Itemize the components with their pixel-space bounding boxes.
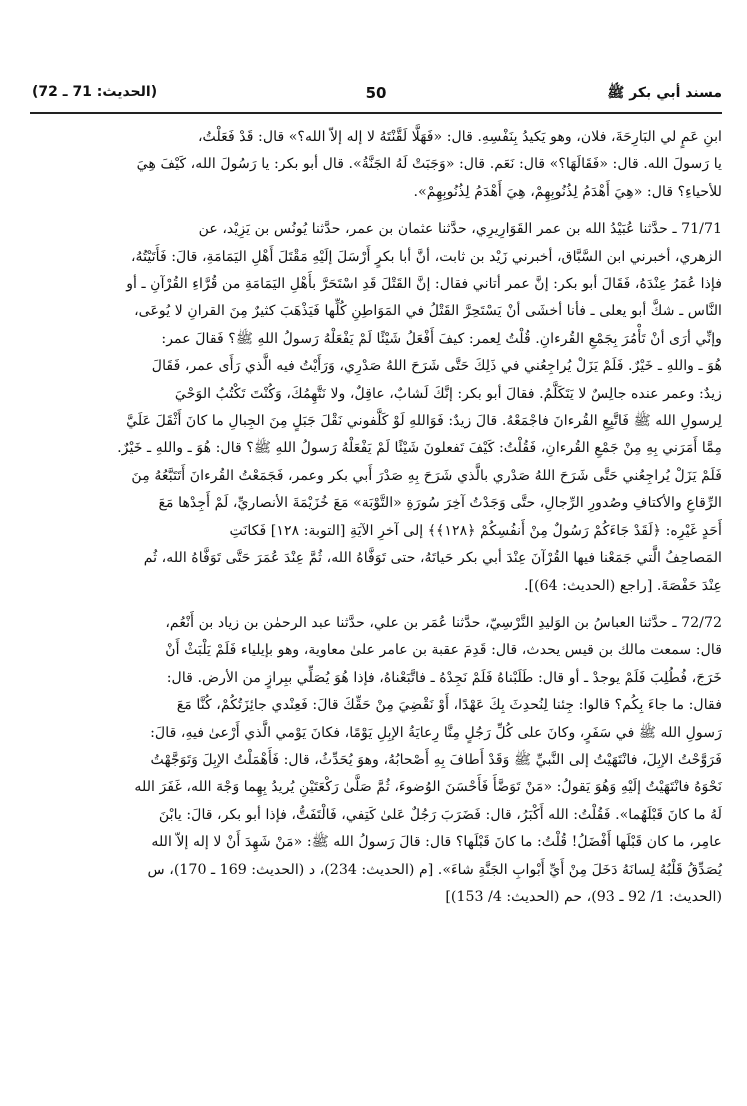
- text-line: نَحْوَهُ فانْتَهَيْتُ إلَيْهِ وَهُوَ يَقولُ: «مَنْ تَوَضَّأَ فَأَحْسَنَ الوُضوءَ، ثُمَّ صَلَّىٰ رَكْعَتَيْنِ يُريدُ بِهِما وَجْهَ الله، غَفَرَ الله: [134, 779, 722, 796]
- text-line: وإنِّي أرَى أنْ تَأْمُرَ بِجَمْعِ القُرءانِ. قُلْتُ لِعمر: كيفَ أَفْعَلُ شَيْئًا لَمْ يَفْعَلْهُ رَسولُ اللهِ ﷺ؟ فَقالَ عمر:: [161, 330, 722, 347]
- hadith-72: [30, 610, 722, 911]
- text-line: خَرَجَ، فُطُلِبَ فَلَمْ يوجدْ ـ أو قال: طَلَبْناهُ فَلَمْ نَجِدْهُ ـ فاتَّبَعْناهُ، فإذا هُوَ يُصَلِّي ببِرازٍ من الأرض. قال:: [166, 669, 722, 686]
- text-line: 72/72 ـ حدَّثنا العباسُ بن الوَليدِ النَّرْسِيّ، حدَّثنا عُمَر بن علي، حدَّثنا عبد الرحمٰن بن زياد بن أَنْعُم،: [165, 614, 722, 631]
- text-line: عامِر، ما كان قَبْلَها أَفْضَلُ! قُلْتُ: ما كانَ قَبْلَها؟ قال: قالَ رَسولُ الله ﷺ: «مَنْ شَهِدَ أَنْ لا إله إلاّ الله: [151, 834, 722, 851]
- text-line: مِمَّا أَمَرَني بِهِ مِنْ جَمْعِ القُرءانِ، فَقُلْتُ: كَيْفَ تَفعلونَ شَيْئًا لَمْ يَفْعَلْهُ رَسولُ اللهِ ﷺ؟ قال: هُوَ ـ واللهِ ـ خَيْرٌ.: [117, 440, 722, 457]
- text-line: فَرَوَّحْتُ الإبِلَ، فانْتَهَيْتُ إلى النَّبيِّ ﷺ وَقَدْ أَطافَ بِهِ أَصْحابُهُ، وهوَ يُحَدِّثُ، قال: فَأَهْمَلْتُ الإبِلَ وَتَوَجَّهْتُ: [150, 751, 722, 768]
- text-line: رَسولِ الله ﷺ في سَفَرٍ، وكانَ على كُلِّ رَجُلٍ مِنَّا رِعايَةُ الإبِلِ يَوْمًا، فكانَ يَوْمي الَّذي أَرْعىٰ فيهِ، قالَ:: [150, 724, 722, 741]
- text-line: (الحديث: 1/ 92 ـ 93)، حم (الحديث: 4/ 153)]: [445, 888, 722, 905]
- page-number: 50: [365, 84, 387, 102]
- text-line: الزهري، أخبرني ابن السَّبَّاق، أخبرني زَيْد بن ثابت، أنَّ أبا بكرٍ أَرْسَلَ إلَيْهِ مَقْتَلَ أَهْلِ اليَمَامَةِ، قالَ: فَأَتَيْتُهُ،: [130, 248, 722, 265]
- text-line: ابنِ عَمٍ لي البَارِحَةَ، فلان، وهو يَكيدُ بِنَفْسِهِ. قال: «فَهَلَّا لَقَّنْتَهُ لا إله إلاّ الله؟» قال: قَدْ فَعَلْتُ،: [197, 129, 722, 145]
- text-line: يا رَسولَ الله. قال: «فَقَالَهَا؟» قال: نَعَم. قال: «وَجَبَتْ لَهُ الجَنَّةُ». قال أبو بكر: يا رَسُولَ الله، كَيْفَ هِيَ: [136, 156, 722, 173]
- text-line: 71/71 ـ حدَّثنا عُبَيْدُ الله بن عمر القَوَارِيرِي، حدَّثنا عثمان بن عمر، حدَّثنا يُونُس بن يَزِيْد، عن: [198, 221, 722, 238]
- text-line: فَلَمْ يَزَلْ يُراجِعُني حَتَّى شَرَحَ اللهُ صَدْري بالَّذي شَرَحَ بِهِ صَدْرَ أَبي بكر وعمر، فَجَمَعْتُ القُرءانَ أَتَتَبَّعُهُ مِنَ: [131, 467, 722, 484]
- text-line: فإذا عُمَرُ عِنْدَهُ، فَقَالَ أبو بكر: إنَّ عمر أتاني فقال: إنَّ القَتْلَ قَدِ اسْتَحَرَّ بأَهْلِ اليَمَامَةِ من قُرَّاءِ القُرْآنِ ـ أو: [126, 276, 722, 293]
- text-line: يُصَدِّقُ قَلْبُهُ لِسانَهُ دَخَلَ مِنْ أَيِّ أَبْوابِ الجَنَّةِ شاءَ». [م (الحديث: 234)، د (الحديث: 169 ـ 170)، س: [147, 861, 722, 878]
- text-line: فقال: ما جاءَ بِكُم؟ قالوا: جِئنا لِنُحدِثَ بِكَ عَهْدًا، أَوْ نَقْضِيَ مِنْ حَقِّكَ قالَ: فَعِنْدي جائِزَتُكُمْ، كُنَّا مَعَ: [176, 697, 722, 714]
- hadith-71: [30, 216, 722, 600]
- text-line: للأحياءِ؟ قال: «هِيَ أَهْدَمُ لِذُنُوبِهِمْ، هِيَ أَهْدَمُ لِذُنُوبِهِمْ».: [413, 183, 722, 200]
- text-line: الرِّقاعِ والأكتافِ وصُدورِ الرِّجالِ، حتَّى وَجَدْتُ آخِرَ سُورَةِ «التَّوْبَة» مَعَ خُزَيْمَةَ الأنصاريِّ، لَمْ أَجِدْها مَعَ: [158, 495, 722, 512]
- text-line: لِرسولِ الله ﷺ فَاتَّبِعِ القُرءانَ فاجْمَعْهُ. قالَ زيدٌ: فَوَاللهِ لَوْ كَلَّفوني نَقْلَ جَبَلٍ مِنَ الجِبالِ ما كانَ أَثْقَلَ عَلَيَّ: [126, 413, 722, 430]
- header-rule: [30, 112, 722, 114]
- text-line: قال: سمعت مالك بن قيس يحدث، قال: قَدِمَ عقبة بن عامر علىٰ معاوية، وهو بإيلياء فَلَمْ يَلْبَثْ أَنْ: [165, 642, 722, 659]
- text-line: هُوَ ـ واللهِ ـ خَيْرٌ. فَلَمْ يَزَلْ يُراجِعُني في ذَلِكَ حَتَّى شَرَحَ اللهُ صَدْرِي، وَرَأَيْتُ فيه الَّذي رَأَى عمر، فَقَالَ: [151, 358, 722, 375]
- text-line: المَصاحِفُ الَّتي جَمَعْنا فيها القُرْآنَ عِنْدَ أبي بكر حَياتَهُ، حتى تَوَفَّاهُ الله، ثُمَّ عِنْدَ عُمَرَ حَتَّى تَوَفَّاهُ الله، ثُم: [143, 550, 722, 567]
- text-line: عِنْدَ حَفْصَةَ. [راجع (الحديث: 64)].: [524, 577, 722, 594]
- book-title: مسند أبي بكر ﷺ: [607, 85, 722, 101]
- text-line: النَّاس ـ شكَّ أبو يعلى ـ فأنا أخشَى أنْ يَسْتَحِرَّ القَتْلُ في المَوَاطِنِ كُلِّها فَيَذْهَبَ كثيرٌ مِنَ القرانِ لا يُوعَى،: [134, 303, 722, 320]
- text-line: لَهُ ما كانَ قَبْلَهُما». فَقُلْتُ: الله أَكْبَرُ، قال: فَضَرَبَ رَجُلٌ عَلىٰ كَتِفي، فَالْتَفَتُّ، فإذا أبو بكر، قالَ: يابْنَ: [158, 806, 722, 823]
- paragraph-continuation: [30, 124, 722, 206]
- hadith-range: (الحديث: 71 ـ 72): [32, 84, 158, 100]
- text-line: زيدٌ: وعمر عنده جالِسٌ لا يَتَكَلَّمُ. فقالَ أبو بكر: إنَّكَ لَشابٌ، عاقِلٌ، ولا نَتَّهِمُكَ، وَكُنْتَ تَكْتُبُ الوَحْيَ: [174, 385, 722, 402]
- page-body: [30, 124, 722, 911]
- text-line: أَحَدٍ غَيْرِه: ﴿لَقَدْ جَاءَكُمْ رَسُولٌ مِنْ أَنفُسِكُمْ ﴿١٢٨﴾﴾ إلى آخرِ الآيَةِ [التوبة: ١٢٨] فَكانَتِ: [229, 522, 722, 539]
- running-header: [30, 84, 722, 108]
